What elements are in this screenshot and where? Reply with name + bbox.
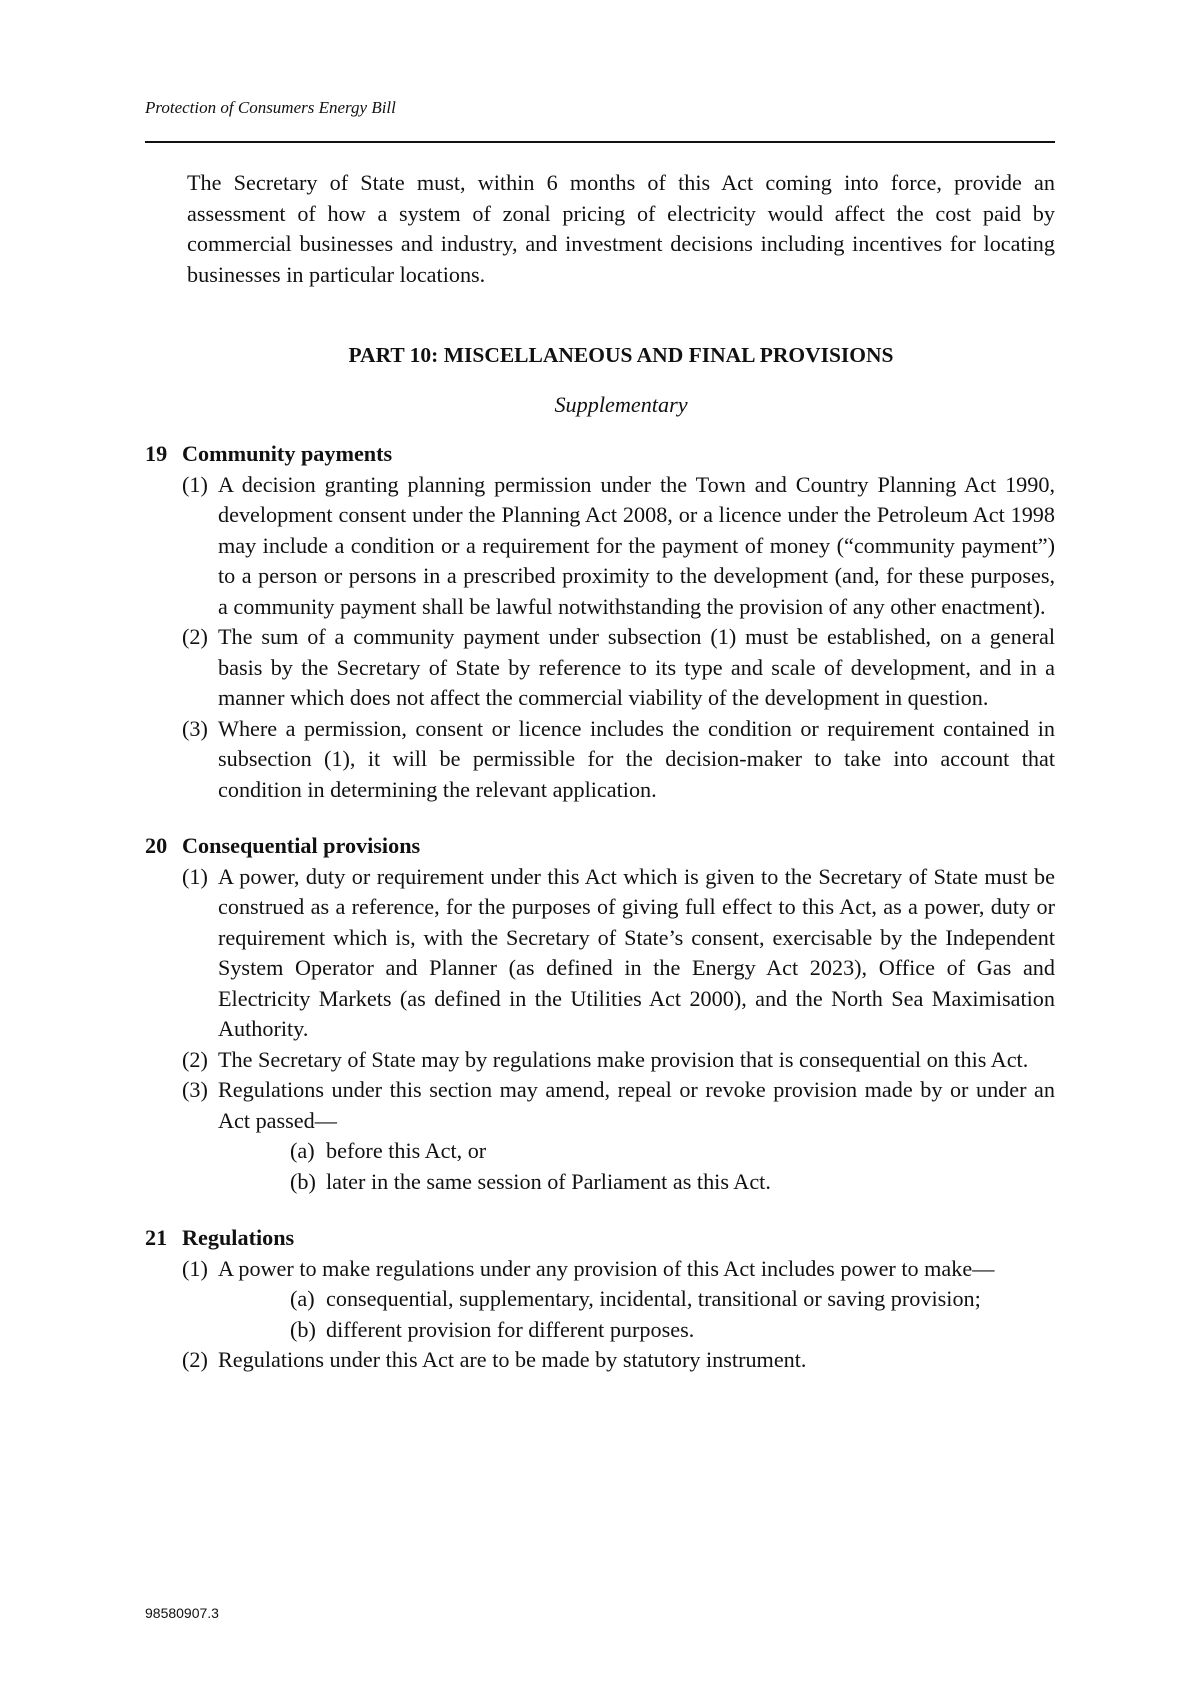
section-title: Regulations (182, 1225, 295, 1250)
paragraph-item (145, 1284, 1055, 1315)
section-title: Consequential provisions (182, 833, 421, 858)
subsection-text: A power to make regulations under any provision of this Act includes power to make— (218, 1255, 995, 1281)
subsection-text: The Secretary of State may by regulations make provision that is consequential on this Act. (218, 1046, 1029, 1072)
section-heading (145, 439, 1055, 470)
subsection (145, 1045, 1055, 1076)
paragraph-text: before this Act, or (326, 1138, 487, 1163)
subsection (145, 862, 1055, 1045)
section-title: Community payments (182, 441, 393, 466)
subsection-number: (1) (182, 471, 208, 497)
paragraph-number: (a) (290, 1286, 315, 1311)
document-reference: 98580907.3 (145, 1605, 219, 1621)
subsection-number: (3) (182, 715, 208, 741)
subsection-number: (2) (182, 624, 208, 649)
section-number: 20 (145, 833, 168, 858)
paragraph-number: (a) (290, 1138, 315, 1163)
subsection (145, 714, 1055, 806)
header-rule (145, 141, 1055, 143)
document-body (145, 168, 1055, 1376)
subsection (145, 1075, 1055, 1136)
subsection (145, 1345, 1055, 1376)
section-number: 19 (145, 441, 168, 466)
part-subheading: Supplementary (554, 391, 688, 417)
paragraph-text: different provision for different purposes. (326, 1316, 695, 1342)
paragraph-item (145, 1136, 1055, 1167)
subsection-number: (3) (182, 1077, 208, 1102)
subsection-number: (1) (182, 1255, 208, 1281)
section-19 (145, 439, 1055, 805)
subsection (145, 622, 1055, 714)
part-heading: PART 10: MISCELLANEOUS AND FINAL PROVISIONS (348, 343, 894, 367)
intro-paragraph: The Secretary of State must, within 6 months of this Act coming into force, provide an assessment of how a system of zonal pricing of electricity would affect the cost paid by commercial businesses and industry, and investment decisions including incentives for locating businesses in particular locations. (187, 170, 1055, 287)
paragraph-text: consequential, supplementary, incidental, transitional or saving provision; (326, 1286, 981, 1311)
section-number: 21 (145, 1225, 168, 1250)
subsection (145, 1254, 1055, 1285)
subsection-text: A power, duty or requirement under this Act which is given to the Secretary of State must be construed as a reference, for the purposes of giving full effect to this Act, as a power, duty or requirement which is, with the Secretary of State’s consent, exercisable by the Independent System Operator and Planner (as defined in the Energy Act 2023), Office of Gas and Electricity Markets (as defined in the Utilities Act 2000), and the North Sea Maximisation Authority. (218, 863, 1055, 1041)
subsection-text: Regulations under this section may amend, repeal or revoke provision made by or under an Act passed— (218, 1077, 1055, 1133)
subsection-number: (2) (182, 1347, 208, 1372)
paragraph-item (145, 1167, 1055, 1198)
paragraph-number: (b) (290, 1316, 316, 1342)
subsection-number: (2) (182, 1046, 208, 1072)
subsection-text: Where a permission, consent or licence includes the condition or requirement contained in subsection (1), it will be permissible for the decision-maker to take into account that condition in determining the relevant application. (218, 715, 1055, 802)
paragraph-number: (b) (290, 1168, 316, 1194)
running-header: Protection of Consumers Energy Bill (145, 98, 396, 117)
subsection-text: The sum of a community payment under subsection (1) must be established, on a general basis by the Secretary of State by reference to its type and scale of development, and in a manner which does not affect the commercial viability of the development in question. (218, 624, 1055, 710)
section-heading (145, 831, 1055, 862)
subsection-number: (1) (182, 863, 208, 889)
section-heading (145, 1223, 1055, 1254)
section-21 (145, 1223, 1055, 1376)
section-20 (145, 831, 1055, 1197)
subsection-text: Regulations under this Act are to be made by statutory instrument. (218, 1347, 807, 1372)
subsection-text: A decision granting planning permission under the Town and Country Planning Act 1990, development consent under the Planning Act 2008, or a licence under the Petroleum Act 1998 may include a condition or a requirement for the payment of money (“community payment”) to a person or persons in a prescribed proximity to the development (and, for these purposes, a community payment shall be lawful notwithstanding the provision of any other enactment). (218, 471, 1055, 619)
subsection (145, 470, 1055, 623)
paragraph-text: later in the same session of Parliament as this Act. (326, 1168, 771, 1194)
paragraph-item (145, 1315, 1055, 1346)
